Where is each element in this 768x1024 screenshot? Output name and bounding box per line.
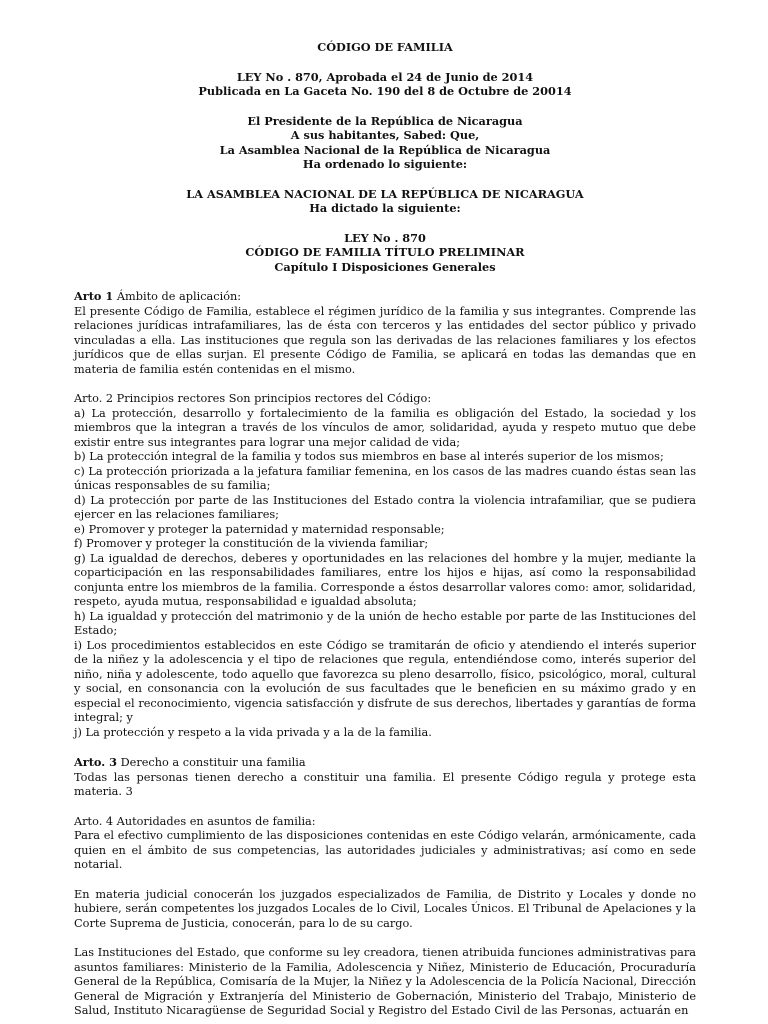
code-title: CÓDIGO DE FAMILIA TÍTULO PRELIMINAR xyxy=(245,245,525,259)
promulgation-line-4: Ha ordenado lo siguiente: xyxy=(302,157,468,171)
chapter-title: Capítulo I Disposiciones Generales xyxy=(274,259,496,274)
article-4-heading: Arto. 4 Autoridades en asuntos de familia: xyxy=(74,814,316,828)
article-2-item-b: b) La protección integral de la familia y todos sus miembros en base al interés superior de los mismos; xyxy=(74,450,664,463)
document-page xyxy=(74,40,696,1019)
promulgation-line-3: La Asamblea Nacional de la República de Nicaragua xyxy=(219,142,551,157)
article-2-item-f: f) Promover y proteger la constitución de la vivienda familiar; xyxy=(74,537,429,550)
promulgation-line-2: A sus habitantes, Sabed: Que, xyxy=(290,128,480,142)
article-2-item-d: d) La protección por parte de las Instituciones del Estado contra la violencia intrafamiliar, que se pudiera ejercer en las relaciones familiares; xyxy=(74,493,696,521)
article-2-heading: Arto. 2 Principios rectores Son principios rectores del Código: xyxy=(74,392,432,405)
article-3-number: Arto. 3 xyxy=(74,755,117,769)
article-2-item-j: j) La protección y respeto a la vida privada y a la de la familia. xyxy=(74,725,432,739)
article-2-item-c: c) La protección priorizada a la jefatura familiar femenina, en los casos de las madres cuando éstas sean las únicas responsables de su familia; xyxy=(74,464,696,492)
article-2-item-e: e) Promover y proteger la paternidad y maternidad responsable; xyxy=(74,522,445,536)
article-4-paragraph-2: En materia judicial conocerán los juzgados especializados de Familia, de Distrito y Locales y donde no hubiere, serán competentes los juzgados Locales de lo Civil, Locales Únicos. El Tribunal de Apelaciones y la Corte Suprema de Justicia, conocerán, para lo de su cargo. xyxy=(74,887,696,930)
article-3-title: Derecho a constituir una familia xyxy=(117,756,306,769)
law-publication-line: Publicada en La Gaceta No. 190 del 8 de Octubre de 20014 xyxy=(198,84,572,98)
article-2-item-a: a) La protección, desarrollo y fortalecimiento de la familia es obligación del Estado, la sociedad y los miembros que la integran a través de los vínculos de amor, solidaridad, ayuda y respeto mutuo que debe existir entre sus integrantes para lograr una mejor calidad de vida; xyxy=(74,406,696,449)
law-number: LEY No . 870 xyxy=(344,230,426,245)
article-3-body: Todas las personas tienen derecho a constituir una familia. El presente Código regula y protege esta materia. 3 xyxy=(74,770,696,798)
article-3-heading xyxy=(74,755,696,771)
law-approval-line: LEY No . 870, Aprobada el 24 de Junio de 2014 xyxy=(236,69,534,84)
article-2-item-i: i) Los procedimientos establecidos en este Código se tramitarán de oficio y atendiendo el interés superior de la niñez y la adolescencia y el tipo de relaciones que regula, entendiéndose como, interés superior del niño, niña y adolescente, todo aquello que favorezca su pleno desarrollo, físico, psicológico, moral, cultural y social, en consonancia con la evolución de sus facultades que le beneficien en su máximo grado y en especial el reconocimiento, vigencia satisfacción y disfrute de sus derechos, libertades y garantías de forma integral; y xyxy=(74,638,696,724)
document-title: CÓDIGO DE FAMILIA xyxy=(317,40,453,54)
article-1-title: Ámbito de aplicación: xyxy=(113,290,242,303)
article-2-item-h: h) La igualdad y protección del matrimonio y de la unión de hecho estable por parte de las Instituciones del Estado; xyxy=(74,609,696,637)
assembly-heading: LA ASAMBLEA NACIONAL DE LA REPÚBLICA DE NICARAGUA xyxy=(186,186,584,201)
article-4-paragraph-3: Las Instituciones del Estado, que conforme su ley creadora, tienen atribuida funciones administrativas para asuntos familiares: Ministerio de la Familia, Adolescencia y Niñez, Ministerio de Educación, Procuraduría General de la República, Comisaría de la Mujer, la Niñez y la Adolescencia de la Policía Nacional, Dirección General de Migración y Extranjería del Ministerio de Gobernación, Ministerio del Trabajo, Ministerio de Salud, Instituto Nicaragüense de Seguridad Social y Registro del Estado Civil de las Personas, actuarán en xyxy=(74,946,696,1017)
promulgation-line-1: El Presidente de la República de Nicaragua xyxy=(247,113,523,128)
article-2-item-g: g) La igualdad de derechos, deberes y oportunidades en las relaciones del hombre y la mujer, mediante la coparticipación en las responsabilidades familiares, entre los hijos e hijas, así como la responsabilidad conjunta entre los miembros de la familia. Corresponde a éstos desarrollar valores como: amor, solidaridad, respeto, ayuda mutua, responsabilidad e igualdad absoluta; xyxy=(74,551,696,608)
article-4-paragraph-1: Para el efectivo cumplimiento de las disposiciones contenidas en este Código velarán, armónicamente, cada quien en el ámbito de sus competencias, las autoridades judiciales y administrativas; así como en sede notarial. xyxy=(74,829,696,871)
article-1-body: El presente Código de Familia, establece el régimen jurídico de la familia y sus integrantes. Comprende las relaciones jurídicas intrafamiliares, las de ésta con terceros y las entidades del sector público y privado vinculadas a ella. Las instituciones que regula son las derivadas de las relaciones familiares y los efectos jurídicos que de ellas surjan. El presente Código de Familia, se aplicará en todas las demandas que en materia de familia estén contenidas en el mismo. xyxy=(74,304,696,376)
assembly-subheading: Ha dictado la siguiente: xyxy=(309,201,461,215)
article-1-number: Arto 1 xyxy=(74,289,114,303)
article-1-heading xyxy=(74,289,696,305)
